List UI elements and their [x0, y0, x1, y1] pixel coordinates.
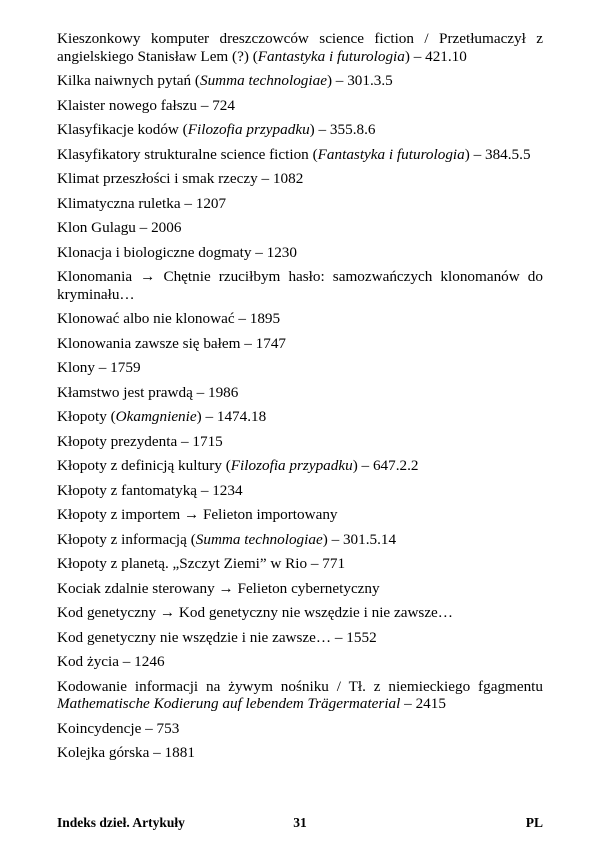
entry-text: Kociak zdalnie sterowany → Felieton cybernetyczny [57, 579, 380, 597]
index-entry [57, 678, 543, 713]
index-entries [57, 30, 543, 769]
index-entry [57, 97, 543, 115]
index-entry [57, 310, 543, 328]
entry-text: Kod życia – 1246 [57, 653, 165, 670]
entry-text: Klasyfikacje kodów ( [57, 121, 188, 138]
entry-text: ) – 301.5.14 [322, 530, 397, 548]
index-entry [57, 30, 543, 65]
entry-text: Kłopoty z definicją kultury ( [57, 457, 231, 474]
index-entry [57, 219, 543, 237]
index-entry [57, 629, 543, 647]
entry-work-title: Fantastyka i futurologia [257, 47, 405, 65]
footer-language: PL [525, 815, 543, 830]
entry-text: Kłopoty prezydenta – 1715 [57, 432, 223, 450]
index-entry [57, 72, 543, 90]
entry-text: Klasyfikatory strukturalne science fiction ( [57, 145, 318, 163]
entry-text: Kłopoty z informacją ( [57, 530, 196, 548]
entry-text: Klonować albo nie klonować – 1895 [57, 310, 281, 327]
index-entry [57, 555, 543, 573]
footer-section-title: Indeks dzieł. Artykuły [57, 815, 185, 830]
index-entry [57, 170, 543, 188]
index-entry [57, 121, 543, 139]
entry-text: Kłopoty ( [57, 408, 116, 425]
index-entry [57, 359, 543, 377]
index-entry [57, 604, 543, 622]
index-entry [57, 268, 543, 303]
entry-text: ) – 384.5.5 [464, 145, 531, 163]
index-entry [57, 457, 543, 475]
index-entry [57, 195, 543, 213]
entry-text: Klonomania → Chętnie rzuciłbym hasło: samozwańczych klonomanów do kryminału… [57, 268, 543, 303]
index-entry [57, 433, 543, 451]
entry-work-title: Filozofia przypadku [187, 121, 310, 138]
entry-text: ) – 1474.18 [196, 408, 267, 425]
entry-text: Klimat przeszłości i smak rzeczy – 1082 [57, 170, 304, 187]
index-entry [57, 335, 543, 353]
index-entry [57, 482, 543, 500]
entry-text: ) – 355.8.6 [309, 121, 376, 138]
entry-work-title: Fantastyka i futurologia [317, 145, 465, 163]
entry-text: Klaister nowego fałszu – 724 [57, 96, 235, 114]
page-footer [57, 815, 543, 835]
page-number: 31 [293, 815, 307, 830]
index-entry [57, 580, 543, 598]
entry-text: Kilka naiwnych pytań ( [57, 72, 200, 89]
index-entry [57, 244, 543, 262]
index-entry [57, 720, 543, 738]
index-entry [57, 506, 543, 524]
entry-text: Klonacja i biologiczne dogmaty – 1230 [57, 243, 297, 261]
entry-text: Klon Gulagu – 2006 [57, 219, 182, 236]
entry-text: ) – 301.3.5 [326, 72, 393, 89]
entry-text: ) – 421.10 [404, 47, 467, 65]
entry-text: Kłamstwo jest prawdą – 1986 [57, 383, 239, 401]
entry-text: Koincydencje – 753 [57, 719, 180, 737]
entry-text: Kod genetyczny → Kod genetyczny nie wszędzie i nie zawsze… [57, 604, 453, 621]
entry-text: Klonowania zawsze się bałem – 1747 [57, 334, 287, 352]
entry-text: ) – 647.2.2 [352, 457, 419, 474]
entry-text: Klony – 1759 [57, 359, 141, 376]
entry-text: Kodowanie informacji na żywym nośniku / Tł. z niemieckiego fgagmentu [57, 677, 543, 695]
entry-work-title: Okamgnienie [115, 408, 197, 425]
index-entry [57, 384, 543, 402]
entry-text: Kieszonkowy komputer dreszczowców science fiction / Przetłumaczył z angielskiego Stanisław Lem (?) ( [57, 30, 543, 65]
entry-text: Klimatyczna ruletka – 1207 [57, 194, 227, 212]
entry-text: – 2415 [400, 695, 446, 712]
entry-text: Kod genetyczny nie wszędzie i nie zawsze… – 1552 [57, 628, 377, 646]
index-entry [57, 744, 543, 762]
entry-work-title: Summa technologiae [195, 530, 323, 548]
entry-work-title: Mathematische Kodierung auf lebendem Trägermaterial [57, 695, 401, 712]
entry-work-title: Summa technologiae [199, 72, 327, 89]
index-entry [57, 653, 543, 671]
index-entry [57, 408, 543, 426]
entry-text: Kolejka górska – 1881 [57, 744, 195, 761]
entry-text: Kłopoty z fantomatyką – 1234 [57, 481, 243, 499]
entry-work-title: Filozofia przypadku [230, 457, 353, 474]
entry-text: Kłopoty z importem → Felieton importowany [57, 506, 338, 523]
entry-text: Kłopoty z planetą. „Szczyt Ziemi” w Rio – 771 [57, 555, 346, 572]
index-entry [57, 146, 543, 164]
index-entry [57, 531, 543, 549]
